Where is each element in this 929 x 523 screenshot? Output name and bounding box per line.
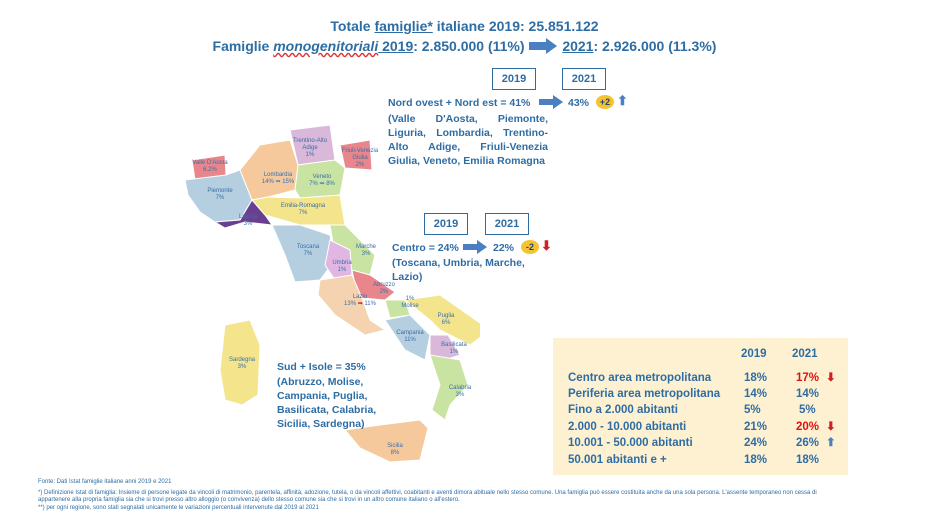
table-cell: 18% xyxy=(744,372,768,384)
south-detail: (Abruzzo, Molise, Campania, Puglia, Basilicata, Calabria, Sicilia, Sardegna) xyxy=(277,376,377,430)
north-year-2019: 2019 xyxy=(492,68,536,90)
table-cell: 17% xyxy=(796,372,820,384)
table-row-label: 50.001 abitanti e + xyxy=(568,454,667,466)
title-line-1: Totale famiglie* italiane 2019: 25.851.122 xyxy=(330,18,599,34)
table-row-label: 2.000 - 10.000 abitanti xyxy=(568,421,687,433)
table-cell: 21% xyxy=(744,421,768,433)
arrow-right-icon xyxy=(462,240,488,254)
table-cell: 20% xyxy=(796,421,820,433)
center-year-2021: 2021 xyxy=(485,213,529,235)
table-cell: 18% xyxy=(796,454,820,466)
label-toscana: Toscana 7% xyxy=(296,244,320,257)
label-calabria: Calabria 3% xyxy=(448,385,472,398)
label-veneto: Veneto 7% ➡ 8% xyxy=(309,174,335,187)
title-line-2: Famiglie monogenitoriali 2019: 2.850.000 (11%) 2021: 2.926.000 (11.3%) xyxy=(212,38,717,54)
footnote-source: Fonte: Dati Istat famiglie italiane anni 2019 e 2021 xyxy=(38,479,172,485)
table-row-label: Fino a 2.000 abitanti xyxy=(568,404,678,416)
table-cell: 14% xyxy=(796,388,820,400)
label-valle-daosta: Valle D'Aosta 6.2% xyxy=(192,160,228,173)
table-header-2021: 2021 xyxy=(792,348,818,360)
center-value-2021: 22% xyxy=(493,242,515,254)
label-lazio: Lazio 13% ➡ 11% xyxy=(344,294,376,307)
label-piemonte: Piemonte 7% xyxy=(207,188,233,201)
label-abruzzo: Abruzzo 2% xyxy=(372,282,395,295)
label-basilicata: Basilicata 1% xyxy=(441,342,467,355)
north-year-2021: 2021 xyxy=(562,68,606,90)
label-trentino: Trentino-Alto Adige 1% xyxy=(292,138,328,158)
label-liguria: Liguria 3% xyxy=(238,214,257,227)
table-cell: 24% xyxy=(744,437,768,449)
table-cell: 18% xyxy=(744,454,768,466)
label-molise: 1% Molise xyxy=(401,296,419,309)
center-detail: (Toscana, Umbria, Marche, Lazio) xyxy=(392,257,525,283)
table-cell: 5% xyxy=(799,404,816,416)
table-row-label: Centro area metropolitana xyxy=(568,372,712,384)
arrow-down-icon: ⬇ xyxy=(826,421,836,433)
label-campania: Campania 11% xyxy=(396,330,424,343)
label-friuli: Friuli-Venezia Giulia 2% xyxy=(341,148,379,168)
arrow-right-icon xyxy=(538,95,564,109)
table-cell: 14% xyxy=(744,388,768,400)
label-marche: Marche 3% xyxy=(355,244,376,257)
title-italic: monogenitoriali xyxy=(273,38,379,54)
label-emilia: Emilia-Romagna 7% xyxy=(280,203,326,216)
footnote-regions: **) per ogni regione, sono stati segnalati unicamente le variazioni percentuali intervenute dal 2019 al 2021 xyxy=(38,505,319,511)
center-delta-badge: -2 xyxy=(521,240,539,254)
north-value-2021: 43% xyxy=(568,97,590,109)
table-cell: 5% xyxy=(744,404,761,416)
label-sicilia: Sicilia 8% xyxy=(387,443,403,456)
table-header-2019: 2019 xyxy=(741,348,767,360)
south-line: Sud + Isole = 35% xyxy=(277,361,366,373)
arrow-right-icon xyxy=(528,38,558,54)
north-delta-badge: +2 xyxy=(596,95,614,109)
arrow-up-icon: ⬆ xyxy=(617,93,628,108)
table-cell: 26% xyxy=(796,437,820,449)
municipality-table xyxy=(553,338,848,475)
title-underlined: famiglie* xyxy=(374,18,433,34)
table-row-label: Periferia area metropolitana xyxy=(568,388,721,400)
footnote-definition: *) Definizione Istat di famiglia: Insieme di persone legate da vincoli di matrimonio, parentela, affinità, adozione, tutela, o da vincoli affettivi, coabitanti e aventi dimora abituale nello stesso comune. Una famiglia può essere costituita anche da una sola persona. L'assente temporaneo non cessa di appartenere alla propria famiglia sia che si trovi presso altro alloggio (o convivenza) dello stesso comune sia che si trovi in un altro comune italiano o all'estero. xyxy=(38,490,817,503)
arrow-up-icon: ⬆ xyxy=(826,437,836,449)
center-year-2019: 2019 xyxy=(424,213,468,235)
label-lombardia: Lombardia 14% ➡ 15% xyxy=(261,172,295,185)
arrow-down-icon: ⬇ xyxy=(541,238,552,253)
label-umbria: Umbria 1% xyxy=(332,260,352,273)
center-line: Centro = 24% xyxy=(392,242,459,254)
north-detail: (Valle D'Aosta, Piemonte, Liguria, Lombardia, Trentino-Alto Adige, Friuli-Venezia Giulia, Veneto, Emilia Romagna xyxy=(388,113,548,167)
arrow-down-icon: ⬇ xyxy=(826,372,836,384)
north-line: Nord ovest + Nord est = 41% xyxy=(388,97,531,109)
label-sardegna: Sardegna 3% xyxy=(228,357,256,370)
label-puglia: Puglia 6% xyxy=(437,313,455,326)
table-row-label: 10.001 - 50.000 abitanti xyxy=(568,437,693,449)
